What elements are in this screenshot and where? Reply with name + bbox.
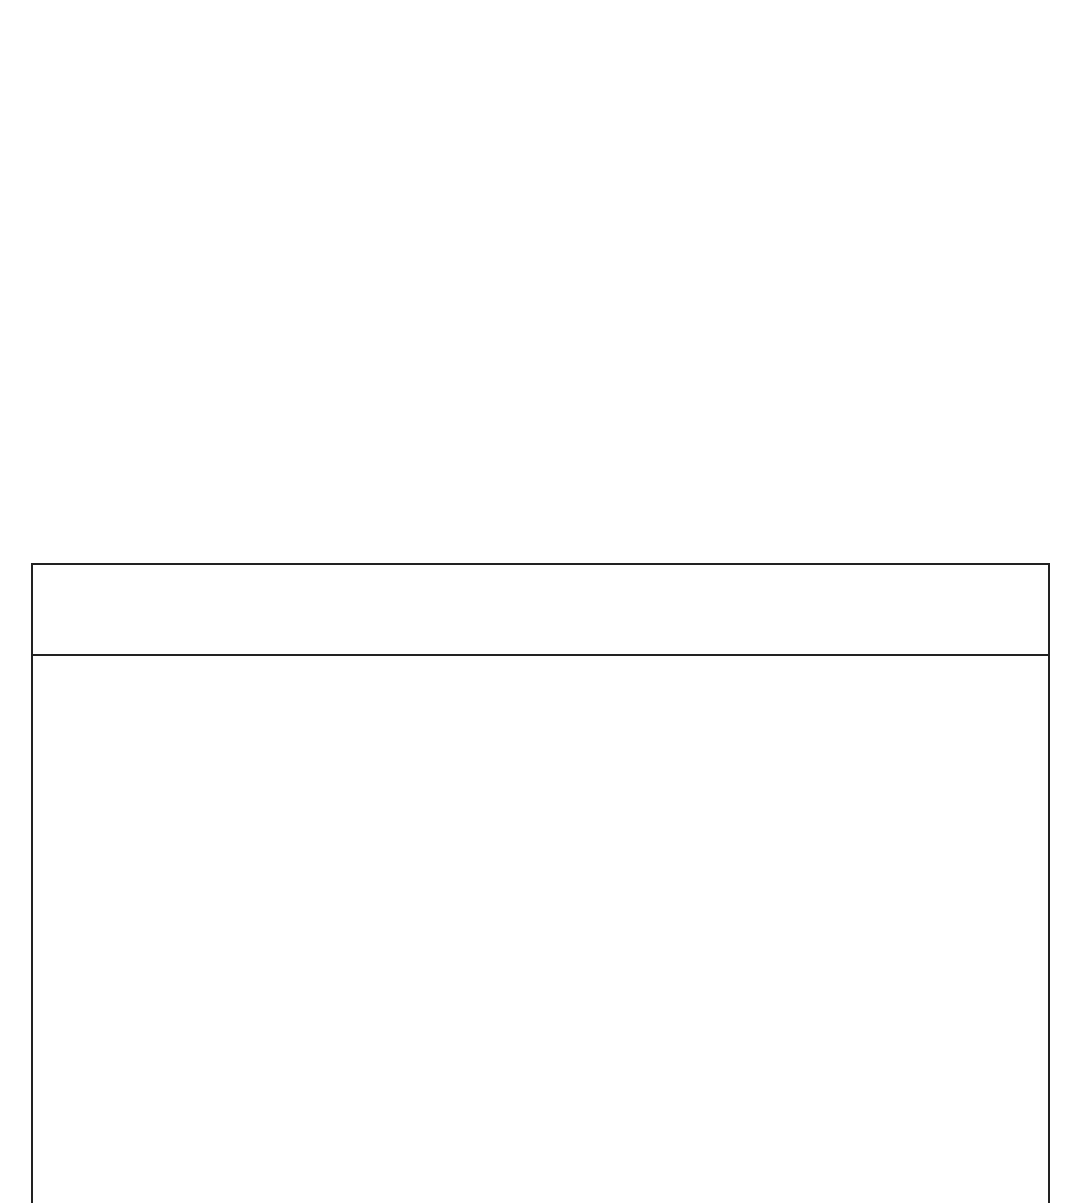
table-header-block: [33, 565, 1048, 656]
accessory-speed-table: [31, 563, 1050, 1203]
